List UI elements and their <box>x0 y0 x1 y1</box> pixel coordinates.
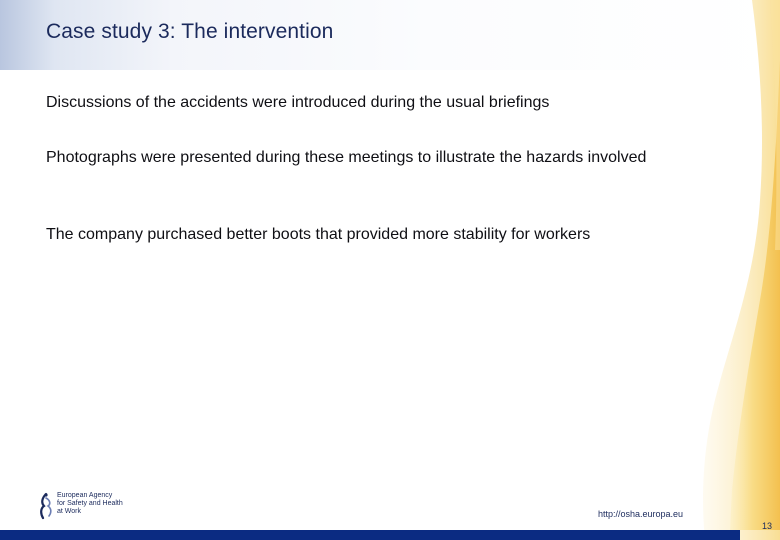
footer-url-link[interactable]: http://osha.europa.eu <box>598 509 684 519</box>
page-number: 13 <box>762 521 773 531</box>
bullet-item: Discussions of the accidents were introduced during the usual briefings <box>46 94 550 111</box>
bullet-item: The company purchased better boots that provided more stability for workers <box>46 226 591 243</box>
slide-title: Case study 3: The intervention <box>46 20 334 43</box>
logo-text <box>57 492 149 516</box>
logo-text-line: European Agency <box>57 492 113 499</box>
agency-logo <box>37 490 147 522</box>
agency-logo-icon <box>37 492 55 520</box>
bullet-item: Photographs were presented during these meetings to illustrate the hazards involved <box>46 149 647 166</box>
logo-text-line: for Safety and Health <box>57 500 123 507</box>
decorative-wave <box>660 0 780 540</box>
bottom-accent-bar <box>0 530 740 540</box>
logo-text-line: at Work <box>57 508 81 515</box>
